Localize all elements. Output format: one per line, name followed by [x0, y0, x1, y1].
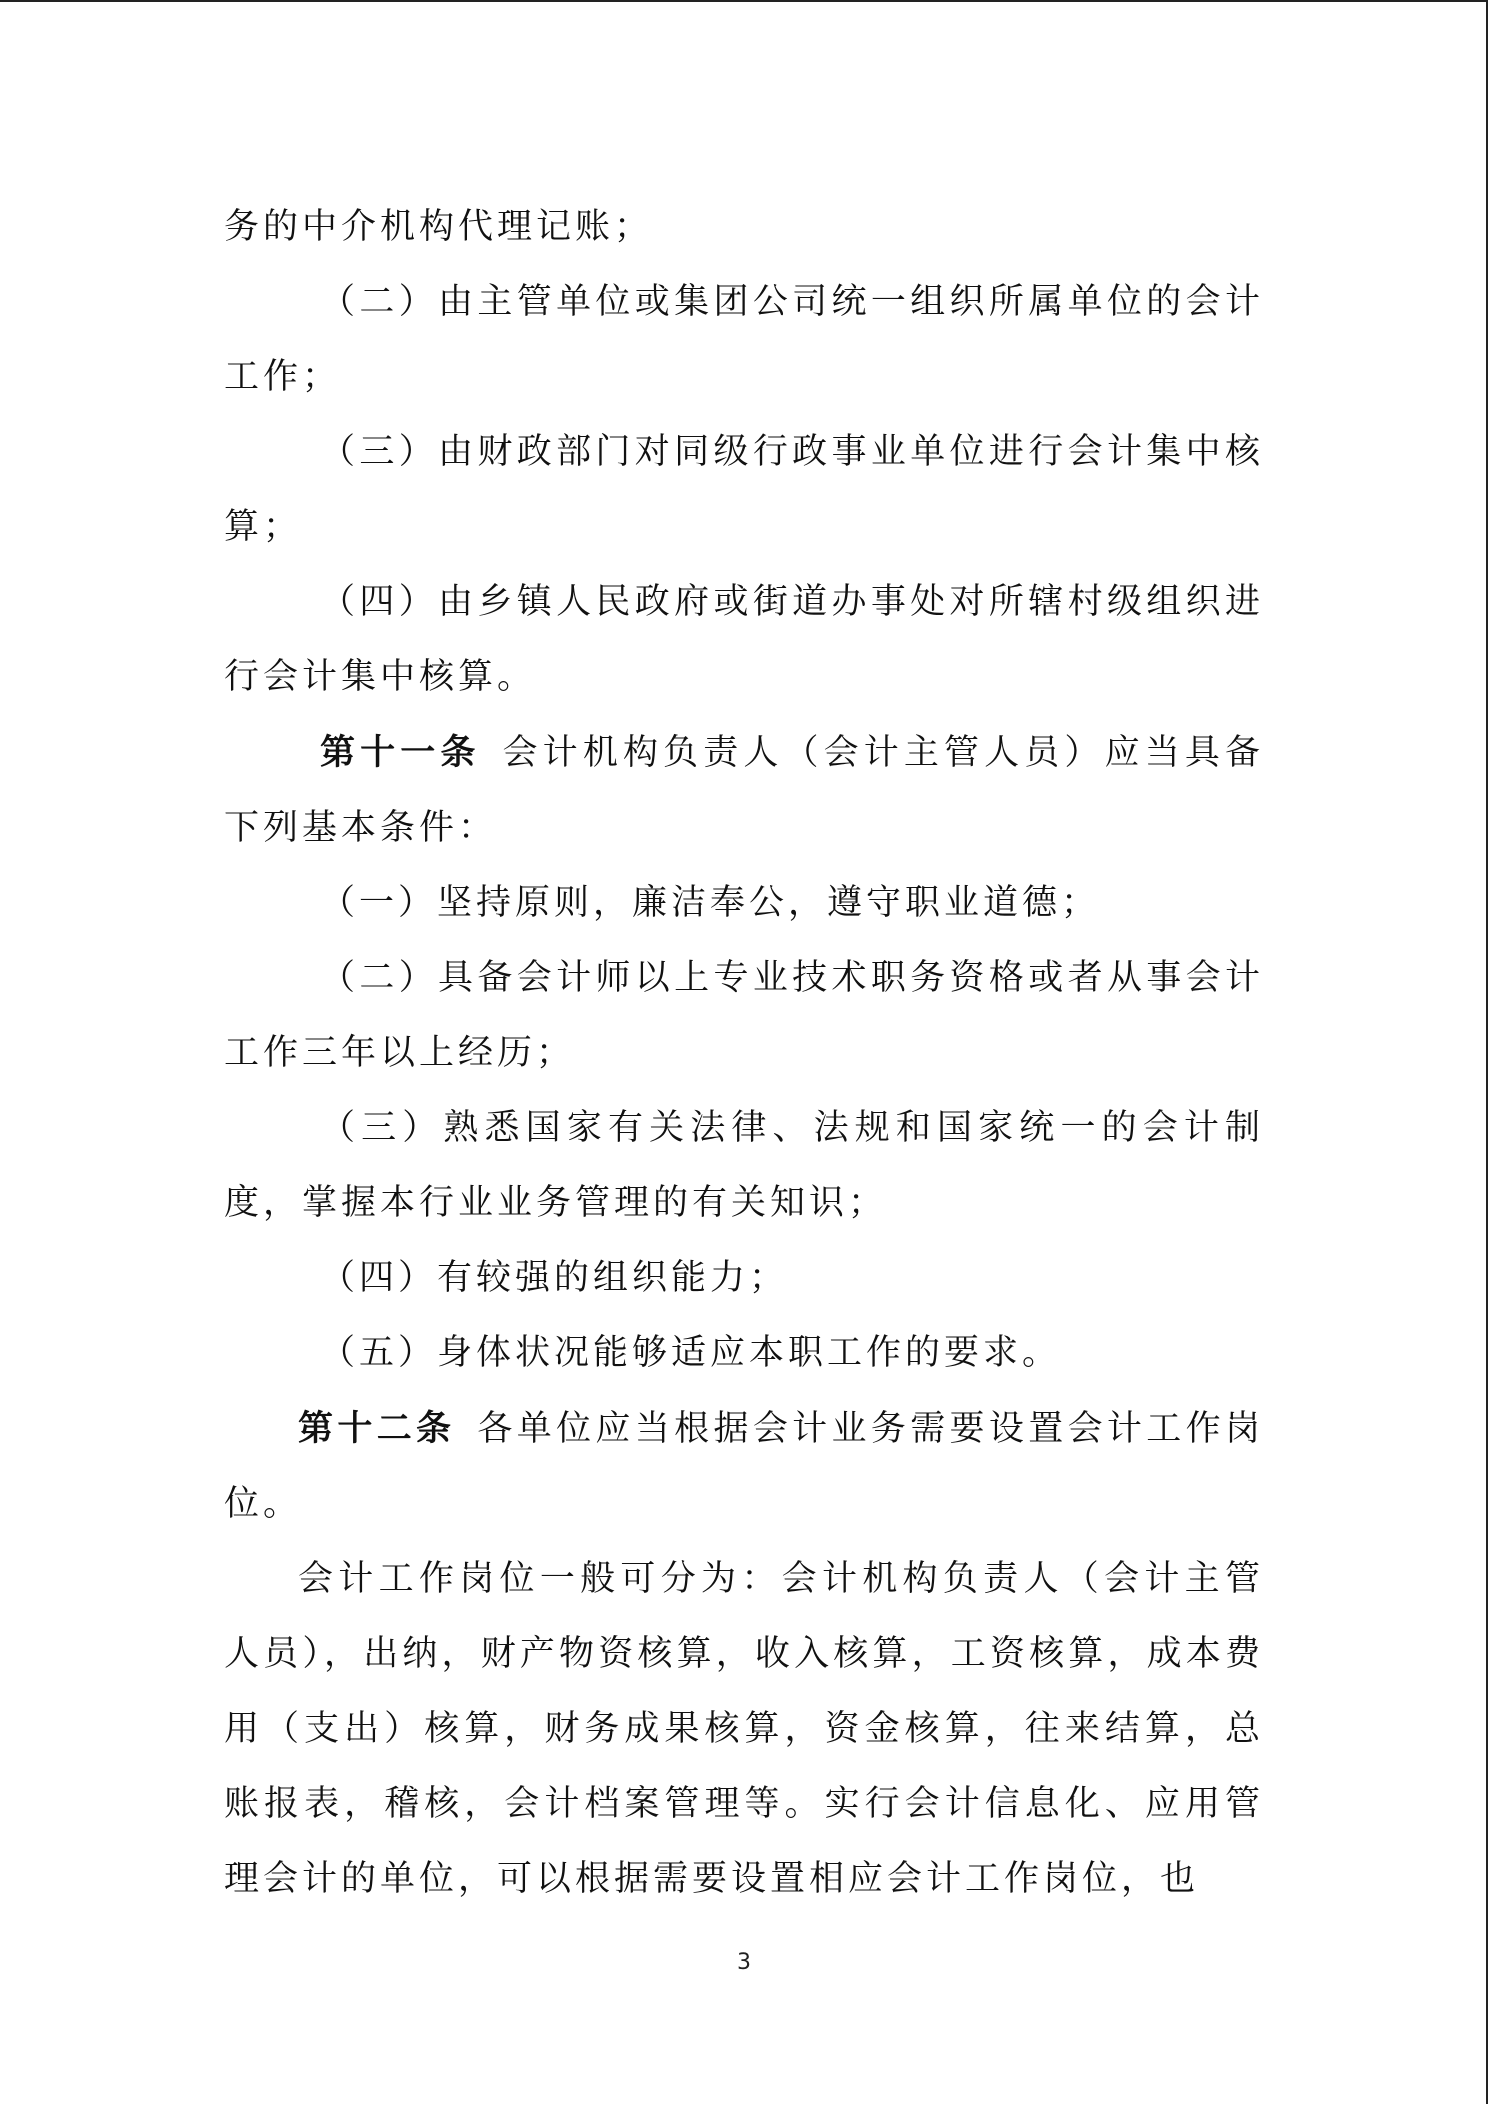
article-label: 第十二条: [298, 1408, 456, 1449]
article-label: 第十一条: [320, 732, 481, 773]
article-paragraph: [224, 715, 1264, 866]
paragraph-text: 会计工作岗位一般可分为：会计机构负责人（会计主管人员），出纳，财产物资核算，收入核算，工资核算，成本费用（支出）核算，财务成果核算，资金核算，往来结算，总账报表，稽核，会计档案管理等。实行会计信息化、应用管理会计的单位，可以根据需要设置相应会计工作岗位，也: [224, 1559, 1264, 1899]
list-item: [224, 866, 1264, 941]
list-item: [224, 565, 1264, 715]
paragraph-continuation: [224, 190, 1264, 265]
page-number: 3: [737, 1950, 751, 1975]
paragraph-text: （一）坚持原则，廉洁奉公，遵守职业道德；: [320, 883, 1101, 923]
paragraph-text: 会计机构负责人（会计主管人员）应当具备下列基本条件：: [224, 733, 1264, 848]
paragraph-text: 务的中介机构代理记账；: [224, 207, 654, 247]
list-item: [224, 1091, 1264, 1241]
paragraph-text: （三）由财政部门对同级行政事业单位进行会计集中核算；: [224, 432, 1264, 547]
paragraph-text: 各单位应当根据会计业务需要设置会计工作岗位。: [224, 1409, 1264, 1524]
document-body: [224, 190, 1264, 1917]
list-item: [224, 1241, 1264, 1316]
paragraph-text: （三）熟悉国家有关法律、法规和国家统一的会计制度，掌握本行业业务管理的有关知识；: [224, 1108, 1264, 1223]
paragraph-text: （二）由主管单位或集团公司统一组织所属单位的会计工作；: [224, 282, 1264, 397]
list-item: [224, 941, 1264, 1091]
paragraph-text: （二）具备会计师以上专业技术职务资格或者从事会计工作三年以上经历；: [224, 958, 1264, 1073]
list-item: [224, 415, 1264, 565]
body-paragraph: [224, 1542, 1264, 1917]
paragraph-text: （四）由乡镇人民政府或街道办事处对所辖村级组织进行会计集中核算。: [224, 582, 1264, 697]
list-item: [224, 1316, 1264, 1391]
list-item: [224, 265, 1264, 415]
paragraph-text: （四）有较强的组织能力；: [320, 1258, 789, 1298]
paragraph-text: （五）身体状况能够适应本职工作的要求。: [320, 1333, 1062, 1373]
page-top-border: [0, 0, 1488, 2]
article-paragraph: [224, 1391, 1264, 1542]
